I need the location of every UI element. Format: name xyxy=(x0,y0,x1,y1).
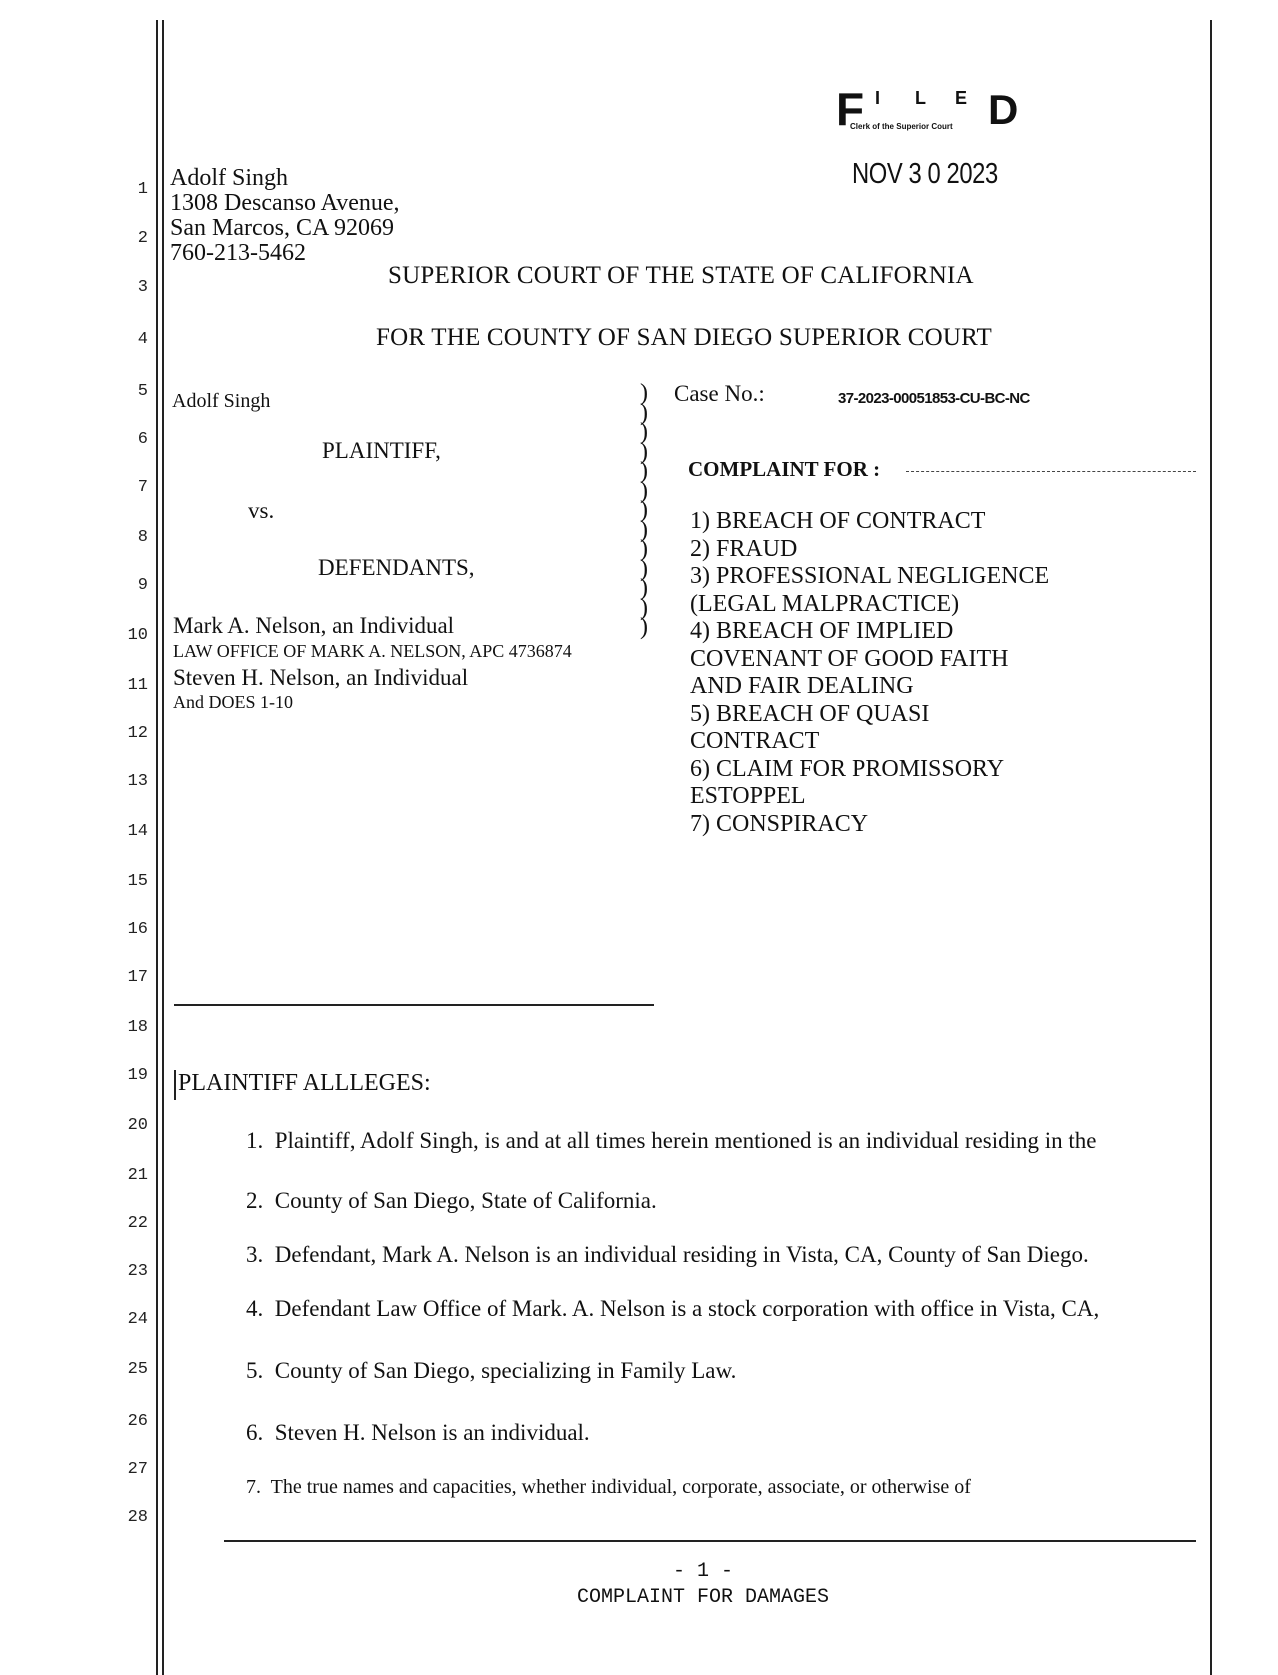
line-number: 7 xyxy=(137,478,148,497)
claim-item: AND FAIR DEALING xyxy=(690,673,914,699)
claims-list xyxy=(690,508,1049,838)
allegation-item xyxy=(246,1242,1089,1268)
allegation-item xyxy=(246,1128,1096,1154)
line-number: 14 xyxy=(127,822,148,841)
case-number-label: Case No.: xyxy=(674,381,765,406)
claim-item: 2) FRAUD xyxy=(690,535,798,562)
caption-defendants-list xyxy=(173,612,572,713)
line-number: 25 xyxy=(127,1360,148,1379)
caption-divider xyxy=(174,1004,654,1006)
claim-item: ESTOPPEL xyxy=(690,783,806,809)
allegation-item xyxy=(246,1188,657,1214)
claim-item: 6) CLAIM FOR PROMISSORY xyxy=(690,755,1005,782)
defendant-name: Steven H. Nelson, an Individual xyxy=(173,665,469,690)
line-number: 26 xyxy=(127,1412,148,1431)
complaint-for-heading: COMPLAINT FOR : xyxy=(688,457,881,481)
line-number: 9 xyxy=(137,576,148,595)
line-number: 21 xyxy=(127,1166,148,1185)
allegation-item xyxy=(246,1358,736,1384)
caption-plaintiff-label: PLAINTIFF, xyxy=(322,438,441,463)
case-number: 37-2023-00051853-CU-BC-NC xyxy=(838,390,1030,407)
allegation-number: 7. xyxy=(246,1476,261,1498)
stamp-letter: D xyxy=(988,86,1019,133)
line-number: 10 xyxy=(127,626,148,645)
allegation-text: County of San Diego, specializing in Family Law. xyxy=(274,1358,737,1383)
complaint-for-rule xyxy=(906,471,1196,472)
claim-item: COVENANT OF GOOD FAITH xyxy=(690,645,1009,672)
party-name: Adolf Singh xyxy=(170,165,289,191)
allegations-heading: PLAINTIFF ALLLEGES: xyxy=(178,1070,431,1096)
court-title-line1: SUPERIOR COURT OF THE STATE OF CALIFORNIA xyxy=(388,262,974,289)
footer-rule xyxy=(224,1540,1196,1542)
defendant-name: And DOES 1-10 xyxy=(173,692,293,712)
allegation-item xyxy=(246,1296,1099,1322)
allegation-item xyxy=(246,1420,590,1446)
stamp-letter: F xyxy=(836,83,865,135)
caption-defendants-label: DEFENDANTS, xyxy=(318,555,475,580)
claim-item: (LEGAL MALPRACTICE) xyxy=(690,590,960,617)
stamp-date: NOV 3 0 2023 xyxy=(852,158,998,190)
party-street: 1308 Descanso Avenue, xyxy=(170,190,400,216)
line-number: 20 xyxy=(127,1116,148,1135)
line-number: 13 xyxy=(127,772,148,791)
line-number: 19 xyxy=(127,1066,148,1085)
line-number: 22 xyxy=(127,1214,148,1233)
line-number: 5 xyxy=(137,382,148,401)
allegation-text: Defendant Law Office of Mark. A. Nelson is a stock corporation with office in Vista, CA, xyxy=(274,1296,1100,1321)
caption-plaintiff-name: Adolf Singh xyxy=(172,390,271,412)
claim-item: 5) BREACH OF QUASI xyxy=(690,700,930,727)
line-number: 18 xyxy=(127,1018,148,1037)
stamp-letter: L xyxy=(915,88,926,108)
stamp-letter: E xyxy=(955,88,968,108)
court-title-line2: FOR THE COUNTY OF SAN DIEGO SUPERIOR COURT xyxy=(376,324,992,351)
right-margin-rule xyxy=(1210,20,1212,1675)
line-number: 3 xyxy=(137,278,148,297)
line-number: 12 xyxy=(127,724,148,743)
line-number: 11 xyxy=(127,676,148,695)
left-margin-rule-2 xyxy=(162,20,164,1675)
line-number: 1 xyxy=(137,180,148,199)
footer-page-number: - 1 - xyxy=(672,1560,733,1583)
allegation-number: 5. xyxy=(246,1358,264,1383)
line-number: 4 xyxy=(137,330,148,349)
allegation-text: County of San Diego, State of California. xyxy=(274,1188,657,1213)
allegation-text: The true names and capacities, whether individual, corporate, associate, or otherwise of xyxy=(270,1476,971,1498)
defendant-name: LAW OFFICE OF MARK A. NELSON, APC 4736874 xyxy=(173,641,572,661)
claim-item: CONTRACT xyxy=(690,728,820,754)
stamp-clerk-text: Clerk of the Superior Court xyxy=(850,122,953,131)
line-number: 6 xyxy=(137,430,148,449)
party-phone: 760-213-5462 xyxy=(170,240,306,266)
allegation-number: 4. xyxy=(246,1296,264,1321)
claim-item: 4) BREACH OF IMPLIED xyxy=(690,618,954,644)
caption-vs: vs. xyxy=(248,498,275,523)
line-number: 23 xyxy=(127,1262,148,1281)
party-city: San Marcos, CA 92069 xyxy=(170,215,394,241)
claim-item: 3) PROFESSIONAL NEGLIGENCE xyxy=(690,563,1050,589)
heading-bar xyxy=(174,1070,176,1100)
line-number: 28 xyxy=(127,1508,148,1527)
allegation-number: 2. xyxy=(246,1188,264,1213)
allegation-number: 6. xyxy=(246,1420,264,1445)
left-margin-rule-1 xyxy=(156,20,158,1675)
line-number: 16 xyxy=(127,920,148,939)
line-number: 24 xyxy=(127,1310,148,1329)
claim-item: 7) CONSPIRACY xyxy=(690,810,869,837)
allegation-text: Steven H. Nelson is an individual. xyxy=(274,1420,590,1445)
allegation-text: Defendant, Mark A. Nelson is an individual residing in Vista, CA, County of San Diego. xyxy=(274,1242,1089,1267)
line-number: 8 xyxy=(137,528,148,547)
claim-item: 1) BREACH OF CONTRACT xyxy=(690,508,986,534)
line-number: 17 xyxy=(127,968,148,987)
allegation-item xyxy=(246,1476,971,1499)
footer-title: COMPLAINT FOR DAMAGES xyxy=(576,1586,830,1609)
line-number: 2 xyxy=(137,229,148,248)
defendant-name: Mark A. Nelson, an Individual xyxy=(173,613,455,638)
stamp-letter: I xyxy=(875,88,881,108)
party-header xyxy=(170,166,400,266)
caption-parentheses: ) ) ) ) ) ) ) ) ) ) ) ) ) xyxy=(640,380,648,640)
line-number: 15 xyxy=(127,872,148,891)
allegation-number: 3. xyxy=(246,1242,264,1267)
allegation-number: 1. xyxy=(246,1128,264,1153)
allegation-text: Plaintiff, Adolf Singh, is and at all times herein mentioned is an individual residing in the xyxy=(274,1128,1097,1153)
line-number: 27 xyxy=(127,1460,148,1479)
